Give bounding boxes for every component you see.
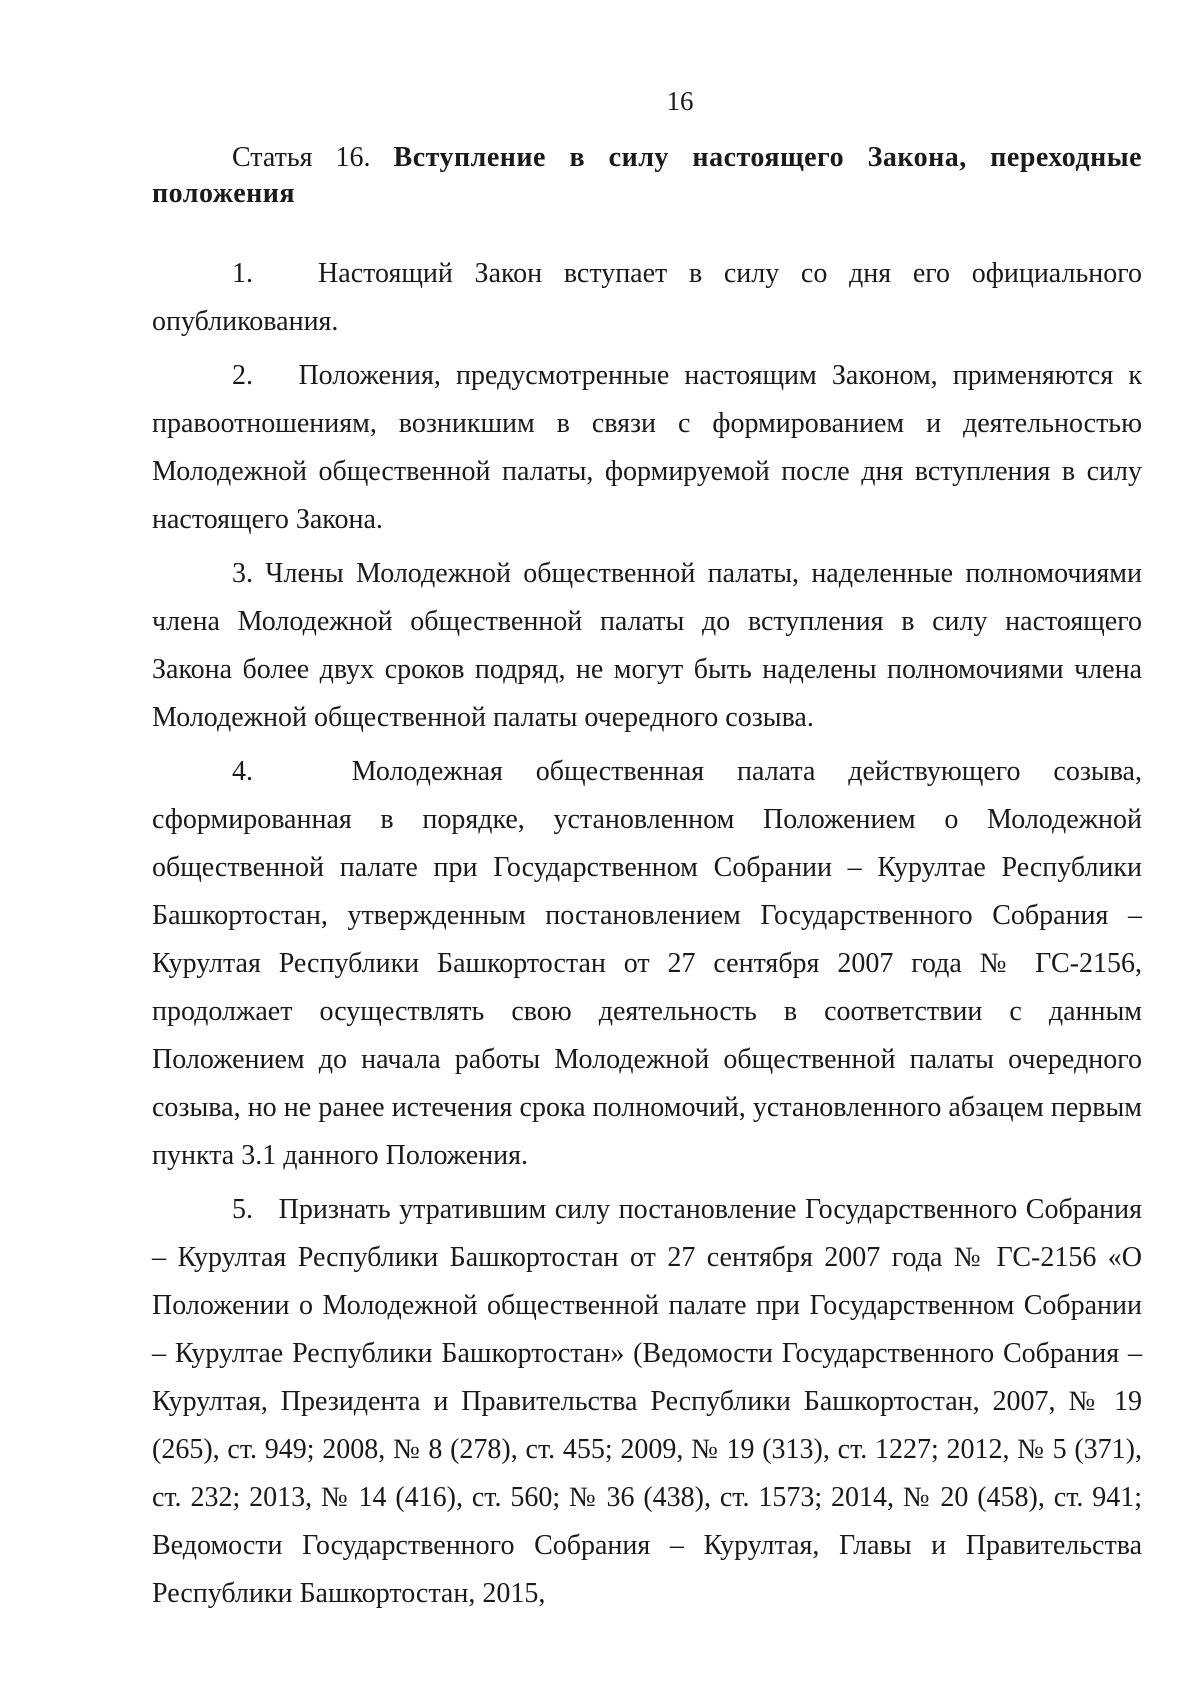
document-body [152,140,1142,1618]
paragraph-5: 5. Признать утратившим силу постановление Государственного Собрания – Курултая Республики Башкортостан от 27 сентября 2007 года № ГС-2156 «О Положении о Молодежной общественной палате при Государственном Собрании – Курултае Республики Башкортостан» (Ведомости Государственного Собрания – Курултая, Президента и Правительства Республики Башкортостан, 2007, № 19 (265), ст. 949; 2008, № 8 (278), ст. 455; 2009, № 19 (313), ст. 1227; 2012, № 5 (371), ст. 232; 2013, № 14 (416), ст. 560; № 36 (438), ст. 1573; 2014, № 20 (458), ст. 941; Ведомости Государственного Собрания – Курултая, Главы и Правительства Республики Башкортостан, 2015, [152,1194,1142,1609]
page-number: 16 [666,86,694,116]
article-title: Вступление в силу настоящего Закона, переходные положения [152,142,1143,209]
paragraph-2: 2. Положения, предусмотренные настоящим Законом, применяются к правоотношениям, возникшим в связи с формированием и деятельностью Молодежной общественной палаты, формируемой после дня вступления в силу настоящего Закона. [152,360,1142,535]
paragraph-3: 3. Члены Молодежной общественной палаты, наделенные полномочиями члена Молодежной общественной палаты до вступления в силу настоящего Закона более двух сроков подряд, не могут быть наделены полномочиями члена Молодежной общественной палаты очередного созыва. [152,558,1142,733]
paragraph-4: 4. Молодежная общественная палата действующего созыва, сформированная в порядке, установленном Положением о Молодежной общественной палате при Государственном Собрании – Курултае Республики Башкортостан, утвержденным постановлением Государственного Собрания – Курултая Республики Башкортостан от 27 сентября 2007 года № ГС-2156, продолжает осуществлять свою деятельность в соответствии с данным Положением до начала работы Молодежной общественной палаты очередного созыва, но не ранее истечения срока полномочий, установленного абзацем первым пункта 3.1 данного Положения. [152,756,1142,1171]
paragraph-1: 1. Настоящий Закон вступает в силу со дня его официального опубликования. [152,258,1142,337]
article-label: Статья 16. [232,142,371,173]
article-heading [152,140,1142,212]
